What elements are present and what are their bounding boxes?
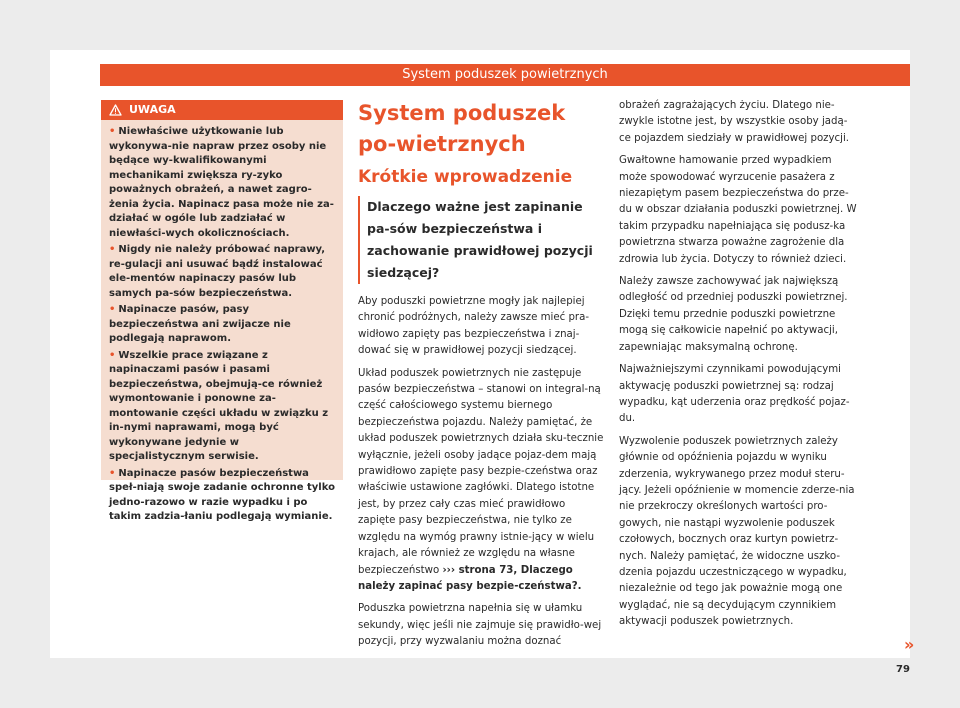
paragraph: obrażeń zagrażających życiu. Dlatego nie-zwykle istotne jest, by wszystkie osoby jadą-ce pojazdem siedziały w prawidłowej pozycji. [619,100,850,144]
bullet-icon: • [109,244,116,255]
warning-list [101,120,343,525]
right-column [619,98,859,637]
page-number: 79 [896,664,910,675]
section-subtitle: Krótkie wprowadzenie [358,167,573,187]
bullet-icon: • [109,304,116,315]
paragraph: Gwałtowne hamowanie przed wypadkiem może spowodować wyrzucenie pasażera z niezapiętym pasem bezpieczeństwa do prze-du w obszar działania poduszki powietrznej. W takim przypadku napełniająca się podusz-ka powietrzna stwarza poważne zagrożenie dla zdrowia lub życia. Dotyczy to również dzieci. [619,155,857,265]
warning-item: • Napinacze pasów bezpieczeństwa speł-niają swoje zadanie ochronne tylko jedno-razowo w razie wypadku i po takim zadzia-łaniu podlegają wymianie. [109,467,335,522]
paragraph: Aby poduszki powietrzne mogły jak najlepiej chronić podróżnych, należy zawsze mieć pra-widłowo zapięty pas bezpieczeństwa i znaj-dować się w prawidłowej pozycji siedzącej. [358,296,590,357]
warning-item: • Nigdy nie należy próbować naprawy, re-gulacji ani usuwać bądź instalować ele-mentów napinaczy pasów lub samych pa-sów bezpieczeństwa. [109,244,326,299]
warning-item: • Wszelkie prace związane z napinaczami pasów i pasami bezpieczeństwa, obejmują-ce również wymontowanie i ponowne za-montowanie części układu w związku z in-nymi naprawami, mogą być wykonywane jedynie w specjalistycznym serwisie. [109,349,329,462]
paragraph: Układ poduszek powietrznych nie zastępuje pasów bezpieczeństwa – stanowi on integral-ną część całościowego systemu biernego bezpieczeństwa pojazdu. Należy pamiętać, że układ poduszek powietrznych działa sku-tecznie wyłącznie, jeżeli osoby jadące pojaz-dem mają prawidłowo zapięte pasy bezpie-czeństwa oraz właściwie ustawione zagłówki. Dlatego istotne jest, by przez cały czas mieć prawidłowo zapięte pasy bezpieczeństwa, nie tylko ze względu na wymóg prawny istnie-jący w wielu krajach, ale również ze względu na własne bezpieczeństwo ››› strona 73, Dlaczego należy zapinać pasy bezpie-czeństwa?. [358,367,604,592]
manual-page [50,50,915,675]
paragraph: Najważniejszymi czynnikami powodującymi aktywację poduszki powietrznej są: rodzaj wypadku, kąt uderzenia oraz prędkość pojaz-du. [619,364,850,425]
warning-box [101,100,343,522]
warning-triangle-icon [109,104,122,116]
warning-item: • Napinacze pasów, pasy bezpieczeństwa ani zwijacze nie podlegają naprawom. [109,304,291,344]
paragraph: Poduszka powietrzna napełnia się w ułamku sekundy, więc jeśli nie zajmuje się prawidło-wej pozycji, przy wyzwalaniu można doznać [358,603,602,648]
bullet-icon: • [109,126,116,137]
bullet-icon: • [109,349,116,361]
section-header: System poduszek powietrznych [100,64,910,86]
question-heading: Dlaczego ważne jest zapinanie pa-sów bezpieczeństwa i zachowanie prawidłowej pozycji siedzącej? [358,196,605,284]
paragraph: Należy zawsze zachowywać jak największą odległość od przedniej poduszki powietrznej. Dzięki temu przednie poduszki powietrzne mogą się całkowicie napełnić po aktywacji, zapewniając maksymalną ochronę. [619,276,848,353]
cross-reference-link[interactable]: ››› strona 73, Dlaczego należy zapinać pasy bezpie-czeństwa?. [358,564,582,592]
middle-column [358,98,605,657]
warning-header [101,100,343,120]
bullet-icon: • [109,467,116,479]
warning-item: • Niewłaściwe użytkowanie lub wykonywa-nie napraw przez osoby nie będące wy-kwalifikowanymi mechanikami zwiększa ry-zyko poważnych obrażeń, a nawet zagro-żenia życia. Napinacz pasa może nie za-działać w ogóle lub zadziałać w niewłaści-wych okolicznościach. [109,126,334,239]
continue-icon: » [904,635,915,654]
warning-label: UWAGA [129,103,176,116]
page-title: System poduszek po-wietrznych [358,101,566,156]
paragraph: Wyzwolenie poduszek powietrznych zależy głównie od opóźnienia pojazdu w wyniku zderzenia, wykrywanego przez moduł steru-jący. Jeżeli opóźnienie w momencie zderze-nia nie przekroczy określonych wartości pro-gowych, nie nastąpi wyzwolenie poduszek czołowych, bocznych oraz kurtyn powietrz-nych. Należy pamiętać, że widoczne uszko-dzenia pojazdu uczestniczącego w wypadku, niezależnie od tego jak poważnie mogą one wyglądać, nie są decydującym czynnikiem aktywacji poduszek powietrznych. [619,435,855,628]
